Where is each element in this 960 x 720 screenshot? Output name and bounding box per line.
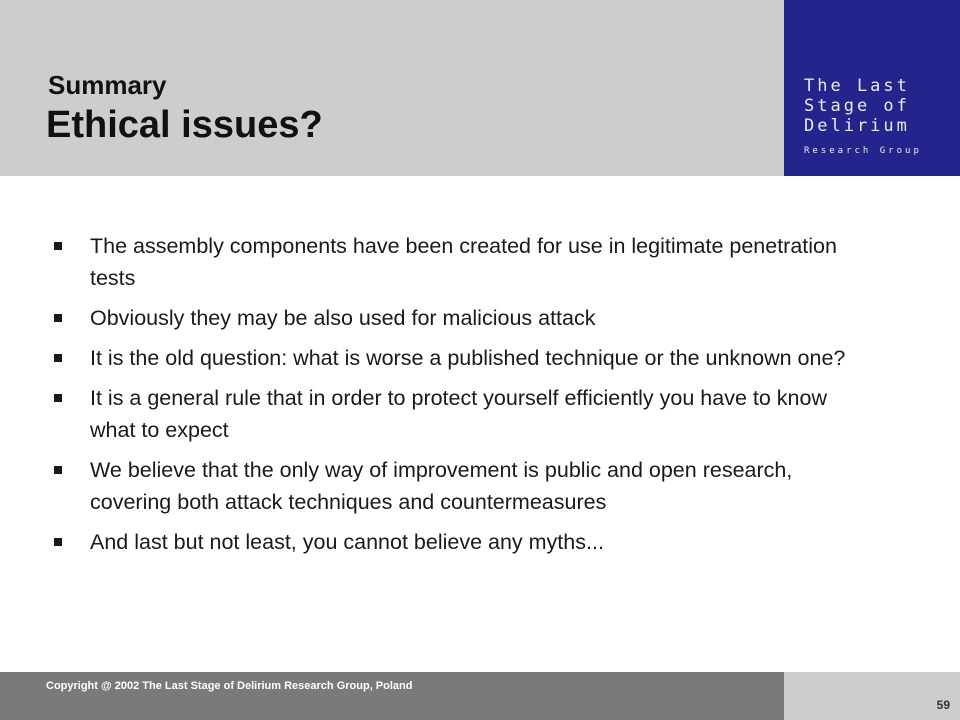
logo-line-3: Delirium	[804, 116, 910, 136]
bullet-item	[54, 454, 874, 518]
slide-title: Ethical issues?	[46, 104, 323, 146]
logo-line-2: Stage of	[804, 96, 910, 116]
lsd-logo	[784, 0, 960, 176]
square-bullet-icon	[54, 538, 62, 546]
logo-line-1: The Last	[804, 76, 910, 96]
footer-band	[0, 672, 784, 720]
bullet-text: We believe that the only way of improvement is public and open research, covering both attack techniques and countermeasures	[90, 458, 793, 514]
bullet-item	[54, 382, 874, 446]
square-bullet-icon	[54, 354, 62, 362]
bullet-item	[54, 230, 874, 294]
bullet-text: The assembly components have been created for use in legitimate penetration tests	[90, 234, 837, 290]
page-number: 59	[936, 698, 950, 712]
bullet-text: It is the old question: what is worse a published technique or the unknown one?	[90, 346, 846, 370]
logo-subtitle: Research Group	[804, 146, 922, 156]
square-bullet-icon	[54, 394, 62, 402]
bullet-text: And last but not least, you cannot believe any myths...	[90, 530, 604, 554]
bullet-text: Obviously they may be also used for malicious attack	[90, 306, 596, 330]
copyright-text: Copyright @ 2002 The Last Stage of Delirium Research Group, Poland	[46, 680, 413, 692]
bullet-list	[54, 230, 874, 566]
square-bullet-icon	[54, 314, 62, 322]
header-band	[0, 0, 784, 176]
square-bullet-icon	[54, 242, 62, 250]
bullet-text: It is a general rule that in order to protect yourself efficiently you have to know what to expect	[90, 386, 827, 442]
footer-page-box	[784, 672, 960, 720]
bullet-item	[54, 526, 874, 558]
bullet-item	[54, 342, 874, 374]
slide-subtitle: Summary	[48, 70, 167, 100]
bullet-item	[54, 302, 874, 334]
square-bullet-icon	[54, 466, 62, 474]
